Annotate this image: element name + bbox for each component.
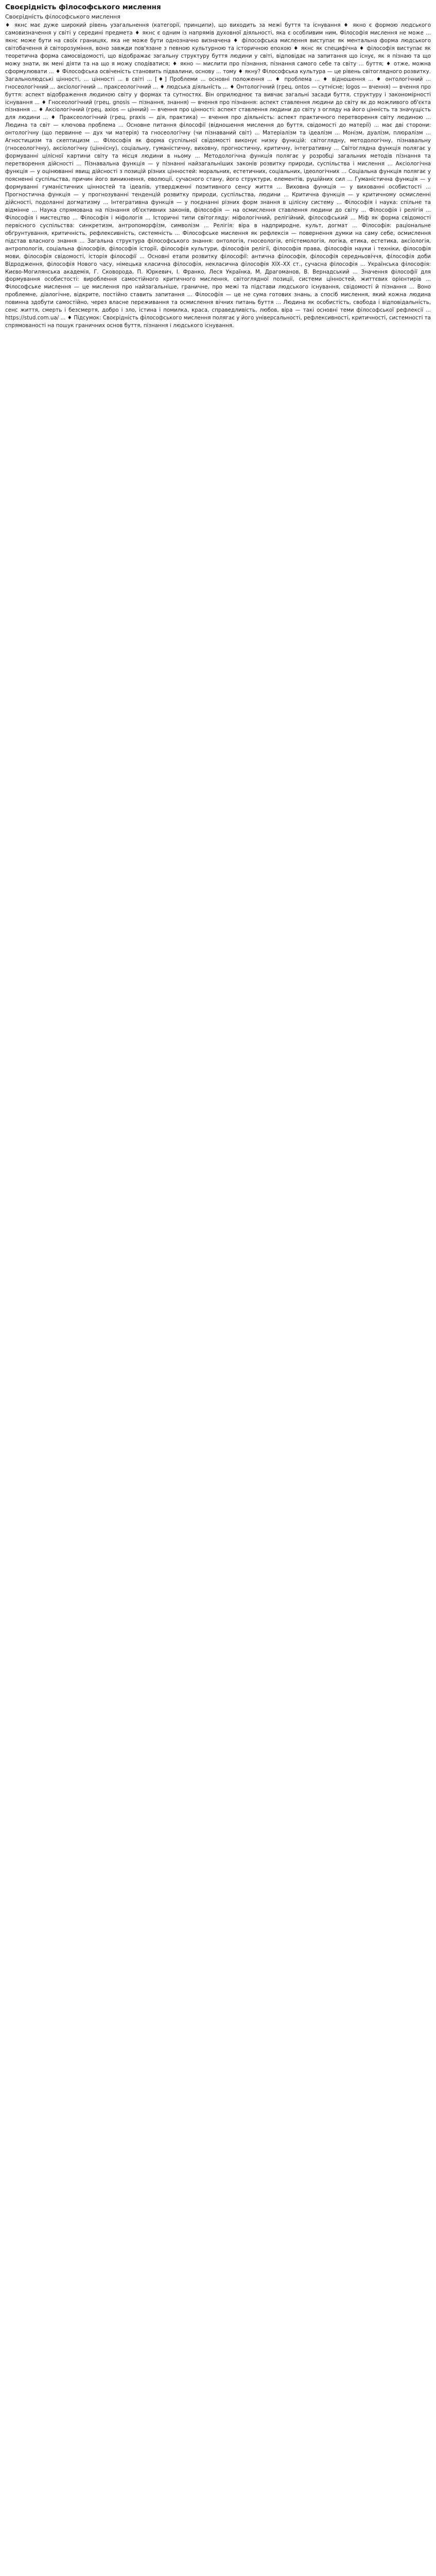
page-subtitle: Своєрідність філософського мислення <box>5 13 120 20</box>
document-body-text: ♦ якнс має дуже широкий рівень узагальнення (категорії, принципи), що виходить за межі буття та існування ♦ якно є формою людського самовизначення у світі у середині предмета ♦ якнс є одним із напрямів духовної діяльності, яка є особливим ним, Філософія мислення не може ... якнс може бути на своїх границях, яка не може бути однозначно визначена ♦ філософська мислення виступає як ментальна форма людського світобачення й світорозуміння, воно завжди пов'язане з певною культурною та історичною епохою ♦ якнс як специфічна ♦ філософія виступає як теоретична форма самосвідомості, що відображає загальну структуру буття людини у світі, відповідає на запитання що існує, як я пізнаю та що можу знати, як мені діяти та на що я можу сподіватися; ♦ якно — мислити про пізнання, пізнання самого себе та світу ... буття; ♦ отже, можна сформулювати ... ♦ Філософська освіченість становить підвалини, основу ... тому ♦ якну? Філософська культура — це рівень світоглядного розвитку. Загальнолюдські цінності, ... цінності ... в світі ... [♦] Проблеми ... основні положення ... ♦ проблема ... ♦ відношення ... ♦ онтологічний ... гносеологічний ... аксіологічний ... праксеологічний ... ♦ людська діяльність ... ♦ Онтологічний (грец. ontos — сутнісне; logos — вчення) — вчення про буття: аспект відображення людиною світу у формах та сутностях. Він оприлюднює та вивчає загальні засади буття, структуру і закономірності існування ... ♦ Гносеологічний (грец. gnosis — пізнання, знання) — вчення про пізнання: аспект ставлення людини до світу як до можливого об'єкта пізнання ... ♦ Аксіологічний (грец. axios — цінний) — вчення про цінності: аспект ставлення людини до світу з огляду на його цінність та значущість для людини ... ♦ Праксеологічний (грец. praxis — дія, практика) — вчення про діяльність: аспект практичного перетворення світу людиною ... Людина та світ — ключова проблема ... Основне питання філософії (відношення мислення до буття, свідомості до матерії) ... має дві сторони: онтологічну (що первинне — дух чи матерія) та гносеологічну (чи пізнаваний світ) ... Матеріалізм та ідеалізм ... Монізм, дуалізм, плюралізм ... Агностицизм та скептицизм ... Філософія як форма суспільної свідомості виконує низку функцій: світоглядну, методологічну, пізнавальну (гносеологічну), аксіологічну (ціннісну), соціальну, гуманістичну, виховну, прогностичну, критичну, інтегративну ... Світоглядна функція полягає у формуванні цілісної картини світу та місця людини в ньому ... Методологічна функція полягає у розробці загальних методів пізнання та перетворення дійсності ... Пізнавальна функція — у пізнанні найзагальніших законів розвитку природи, суспільства і мислення ... Аксіологічна функція — у оцінюванні явищ дійсності з позицій різних цінностей: моральних, естетичних, соціальних, ідеологічних ... Соціальна функція полягає у поясненні суспільства, причин його виникнення, еволюції, сучасного стану, його структури, елементів, рушійних сил ... Гуманістична функція — у формуванні гуманістичних цінностей та ідеалів, утвердженні позитивного сенсу життя ... Виховна функція — у вихованні особистості ... Прогностична функція — у прогнозуванні тенденцій розвитку природи, суспільства, людини ... Критична функція — у критичному осмисленні дійсності, подоланні догматизму ... Інтегративна функція — у поєднанні різних форм знання в цілісну систему ... Філософія і наука: спільне та відмінне ... Наука спрямована на пізнання об'єктивних законів, філософія — на осмислення ставлення людини до світу ... Філософія і релігія ... Філософія і мистецтво ... Філософія і міфологія ... Історичні типи світогляду: міфологічний, релігійний, філософський ... Міф як форма свідомості первісного суспільства: синкретизм, антропоморфізм, символізм ... Релігія: віра в надприродне, культ, догмат ... Філософія: раціональне обґрунтування, критичність, рефлексивність, системність ... Філософське мислення як рефлексія — повернення думки на саму себе, осмислення підстав власного знання ... Загальна структура філософського знання: онтологія, гносеологія, епістемологія, логіка, етика, естетика, аксіологія, антропологія, соціальна філософія, філософія історії, філософія культури, філософія релігії, філософія права, філософія науки і техніки, філософія мови, філософія свідомості, історія філософії ... Основні етапи розвитку філософії: антична філософія, філософія середньовіччя, філософія доби Відродження, філософія Нового часу, німецька класична філософія, некласична філософія XIX–XX ст., сучасна філософія ... Українська філософія: Києво-Могилянська академія, Г. Сковорода, П. Юркевич, І. Франко, Леся Українка, М. Драгоманов, В. Вернадський ... Значення філософії для формування особистості: вироблення самостійного критичного мислення, світоглядної позиції, системи цінностей, життєвих орієнтирів ... Філософське мислення — це мислення про найзагальніше, граничне, про межі та підстави людського існування, свідомості й пізнання ... Воно проблемне, діалогічне, відкрите, постійно ставить запитання ... Філософія — це не сума готових знань, а спосіб мислення, який кожна людина повинна здобути самостійно, через власне переживання та осмислення вічних питань буття ... Людина як особистість, свобода і відповідальність, сенс життя, смерть і безсмертя, добро і зло, істина і помилка, краса, справедливість, любов, віра — такі основні теми філософської рефлексії ... https://stud.com.ua/ ... ♦ Підсумок: Своєрідність філософського мислення полягає у його універсальності, рефлексивності, критичності, системності та спрямованості на пошук граничних основ буття, пізнання і людського існування. <box>5 22 431 329</box>
page-title: Своєрідність філософського мислення <box>5 3 161 11</box>
